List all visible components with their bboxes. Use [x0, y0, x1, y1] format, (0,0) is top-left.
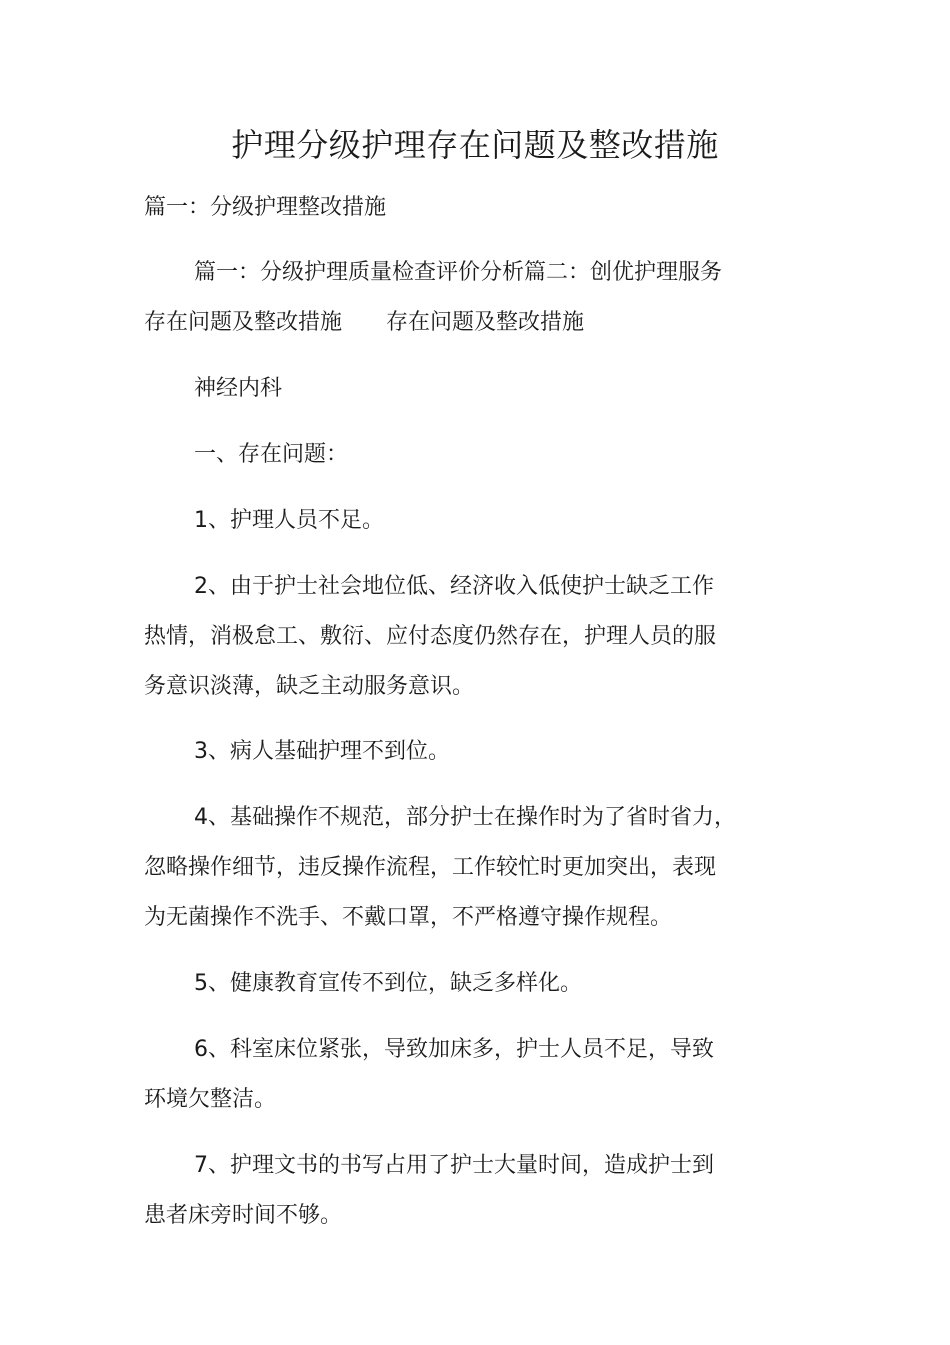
problem-item: [144, 562, 744, 712]
problem-3-line-1: 3、病人基础护理不到位。: [194, 739, 450, 764]
problem-2-line-3: 务意识淡薄，缺乏主动服务意识。: [144, 674, 475, 699]
problem-item: [144, 727, 744, 777]
intro-line-1: 篇一：分级护理质量检查评价分析篇二：创优护理服务: [194, 260, 723, 285]
problem-1-line-1: 1、护理人员不足。: [194, 508, 384, 533]
problem-7-line-1: 7、护理文书的书写占用了护士大量时间，造成护士到: [194, 1153, 714, 1178]
problem-2-line-1: 2、由于护士社会地位低、经济收入低使护士缺乏工作: [194, 574, 714, 599]
problem-4-line-2: 忽略操作细节，违反操作流程，工作较忙时更加突出，表现: [144, 855, 717, 880]
section-heading: [144, 430, 744, 480]
subtitle: [144, 183, 744, 233]
section-heading-text: 一、存在问题：: [194, 442, 349, 467]
problem-4-line-1: 4、基础操作不规范，部分护士在操作时为了省时省力，: [194, 805, 736, 830]
problem-4-line-3: 为无菌操作不洗手、不戴口罩，不严格遵守操作规程。: [144, 905, 673, 930]
problem-5-line-1: 5、健康教育宣传不到位，缺乏多样化。: [194, 971, 582, 996]
department-text: 神经内科: [194, 376, 283, 401]
intro-paragraph: [144, 248, 744, 348]
problem-6-line-1: 6、科室床位紧张，导致加床多，护士人员不足，导致: [194, 1037, 714, 1062]
problem-item: [144, 1141, 744, 1241]
subtitle-text: 篇一：分级护理整改措施: [144, 195, 387, 220]
problem-7-line-2: 患者床旁时间不够。: [144, 1203, 343, 1228]
problem-item: [144, 1025, 744, 1125]
problem-item: [144, 959, 744, 1009]
problem-item: [144, 793, 744, 943]
problem-6-line-2: 环境欠整洁。: [144, 1087, 277, 1112]
problem-item: [144, 496, 744, 546]
intro-line-2: 存在问题及整改措施 存在问题及整改措施: [144, 310, 585, 335]
problem-2-line-2: 热情，消极怠工、敷衍、应付态度仍然存在，护理人员的服: [144, 624, 717, 649]
department-label: [144, 364, 744, 414]
document-title: 护理分级护理存在问题及整改措施: [231, 126, 719, 164]
